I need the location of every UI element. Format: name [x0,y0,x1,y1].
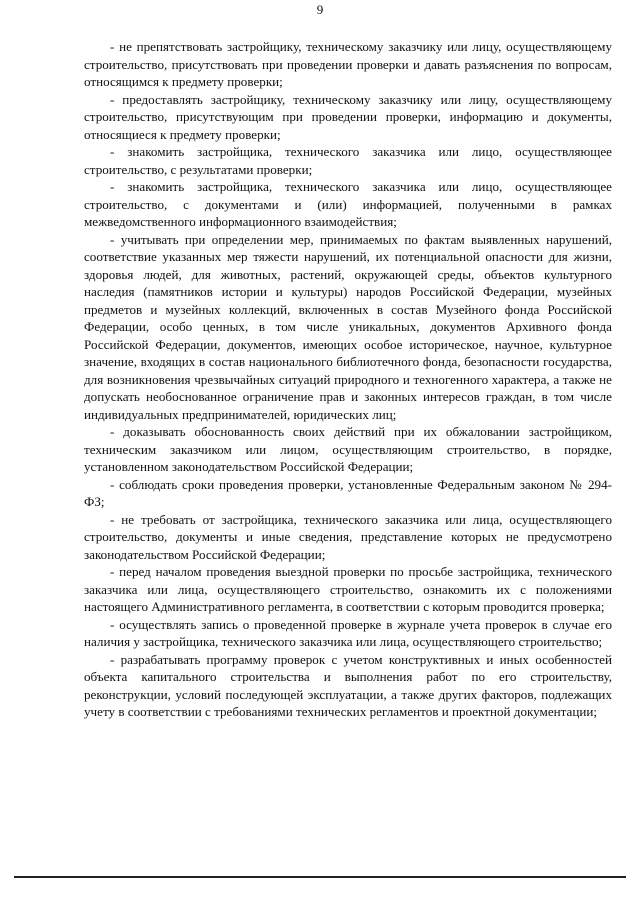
paragraph: - разрабатывать программу проверок с учетом конструктивных и иных особенностей объекта капитального строительства и выполнения работ по его строительству, реконструкции, условий последующей эксплуатации, а также других факторов, подлежащих учету в соответствии с требованиями технических регламентов и проектной документации; [84,651,612,719]
document-body [84,38,612,721]
paragraph: - знакомить застройщика, технического заказчика или лицо, осуществляющее строительство, с результатами проверки; [84,144,612,177]
page-bottom-rule [14,876,626,878]
paragraph: - не препятствовать застройщику, техническому заказчику или лицу, осуществляющему строительство, присутствовать при проведении проверки и давать разъяснения по вопросам, относящимся к предмету проверки; [84,39,612,89]
paragraph: - учитывать при определении мер, принимаемых по фактам выявленных нарушений, соответствие указанных мер тяжести нарушений, их потенциальной опасности для жизни, здоровья людей, для животных, растений, окружающей среды, объектов культурного наследия (памятников истории и культуры) народов Российской Федерации, музейных предметов и музейных коллекций, включенных в состав Музейного фонда Российской Федерации, особо ценных, в том числе уникальных, документов Архивного фонда Российской Федерации, документов, имеющих особое историческое, научное, культурное значение, входящих в состав национального библиотечного фонда, безопасности государства, для возникновения чрезвычайных ситуаций природного и техногенного характера, а также не допускать необоснованное ограничение прав и законных интересов граждан, в том числе индивидуальных предпринимателей, юридических лиц; [84,231,612,422]
paragraph: - доказывать обоснованность своих действий при их обжаловании застройщиком, техническим заказчиком или лицом, осуществляющим строительство, в порядке, установленном законодательством Российской Федерации; [84,424,612,474]
paragraph: - знакомить застройщика, технического заказчика или лицо, осуществляющее строительство, с документами и (или) информацией, полученными в рамках межведомственного информационного взаимодействия; [84,179,612,229]
paragraph: - предоставлять застройщику, техническому заказчику или лицу, осуществляющему строительство, присутствующим при проведении проверки, информацию и документы, относящиеся к предмету проверки; [84,91,612,142]
paragraph: - соблюдать сроки проведения проверки, установленные Федеральным законом № 294-ФЗ; [84,476,612,509]
paragraph: - не требовать от застройщика, технического заказчика или лица, осуществляющего строительство, документы и иные сведения, представление которых не предусмотрено законодательством Российской Федерации; [84,511,612,562]
paragraph: - осуществлять запись о проведенной проверке в журнале учета проверок в случае его наличия у застройщика, технического заказчика или лица, осуществляющего строительство; [84,616,612,649]
paragraph: - перед началом проведения выездной проверки по просьбе застройщика, технического заказчика или лица, осуществляющего строительство, ознакомить их с положениями настоящего Административного регламента, в соответствии с которым проводится проверка; [84,564,612,614]
page-number: 9 [316,2,324,17]
